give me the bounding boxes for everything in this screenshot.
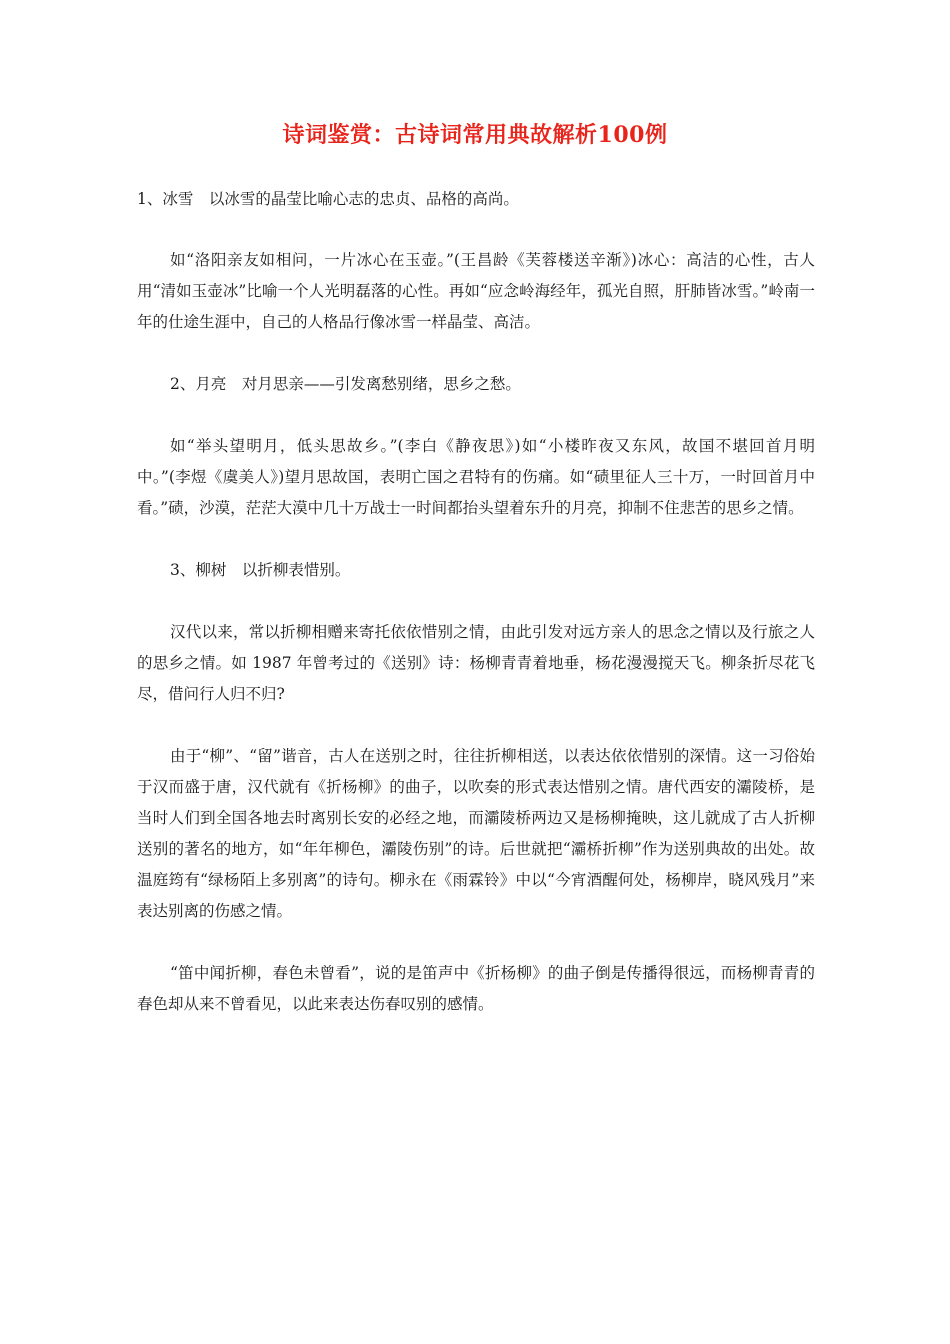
section-heading-willow: 3、柳树 以折柳表惜别。 bbox=[170, 561, 351, 579]
paragraph-willow-1: 汉代以来，常以折柳相赠来寄托依依惜别之情，由此引发对远方亲人的思念之情以及行旅之人的思乡之情。如 1987 年曾考过的《送别》诗：杨柳青青着地垂，杨花漫漫搅天飞。柳条折尽花飞尽，借问行人归不归? bbox=[137, 623, 815, 703]
page-title: 诗词鉴赏：古诗词常用典故解析100例 bbox=[282, 122, 668, 148]
paragraph-ice-snow: 如“洛阳亲友如相问，一片冰心在玉壶。”(王昌龄《芙蓉楼送辛渐》)冰心：高洁的心性，古人用“清如玉壶冰”比喻一个人光明磊落的心性。再如“应念岭海经年，孤光自照，肝肺皆冰雪。”岭南一年的仕途生涯中，自己的人格品行像冰雪一样晶莹、高洁。 bbox=[137, 251, 815, 331]
section-heading-ice-snow: 1、冰雪 以冰雪的晶莹比喻心志的忠贞、品格的高尚。 bbox=[137, 190, 519, 208]
paragraph-willow-3: “笛中闻折柳，春色未曾看”，说的是笛声中《折杨柳》的曲子倒是传播得很远，而杨柳青青的春色却从来不曾看见，以此来表达伤春叹别的感情。 bbox=[137, 964, 815, 1013]
paragraph-willow-2: 由于“柳”、“留”谐音，古人在送别之时，往往折柳相送，以表达依依惜别的深情。这一习俗始于汉而盛于唐，汉代就有《折杨柳》的曲子，以吹奏的形式表达惜别之情。唐代西安的灞陵桥，是当时人们到全国各地去时离别长安的必经之地，而灞陵桥两边又是杨柳掩映，这儿就成了古人折柳送别的著名的地方，如“年年柳色，灞陵伤别”的诗。后世就把“灞桥折柳”作为送别典故的出处。故温庭筠有“绿杨陌上多别离”的诗句。柳永在《雨霖铃》中以“今宵酒醒何处，杨柳岸，晓风残月”来表达别离的伤感之情。 bbox=[137, 747, 815, 920]
section-heading-moon: 2、月亮 对月思亲——引发离愁别绪，思乡之愁。 bbox=[170, 375, 521, 393]
paragraph-moon: 如“举头望明月，低头思故乡。”(李白《静夜思》)如“小楼昨夜又东风，故国不堪回首月明中。”(李煜《虞美人》)望月思故国，表明亡国之君特有的伤痛。如“碛里征人三十万，一时回首月中看。”碛，沙漠，茫茫大漠中几十万战士一时间都抬头望着东升的月亮，抑制不住悲苦的思乡之情。 bbox=[137, 437, 815, 517]
document-body bbox=[137, 184, 815, 1051]
